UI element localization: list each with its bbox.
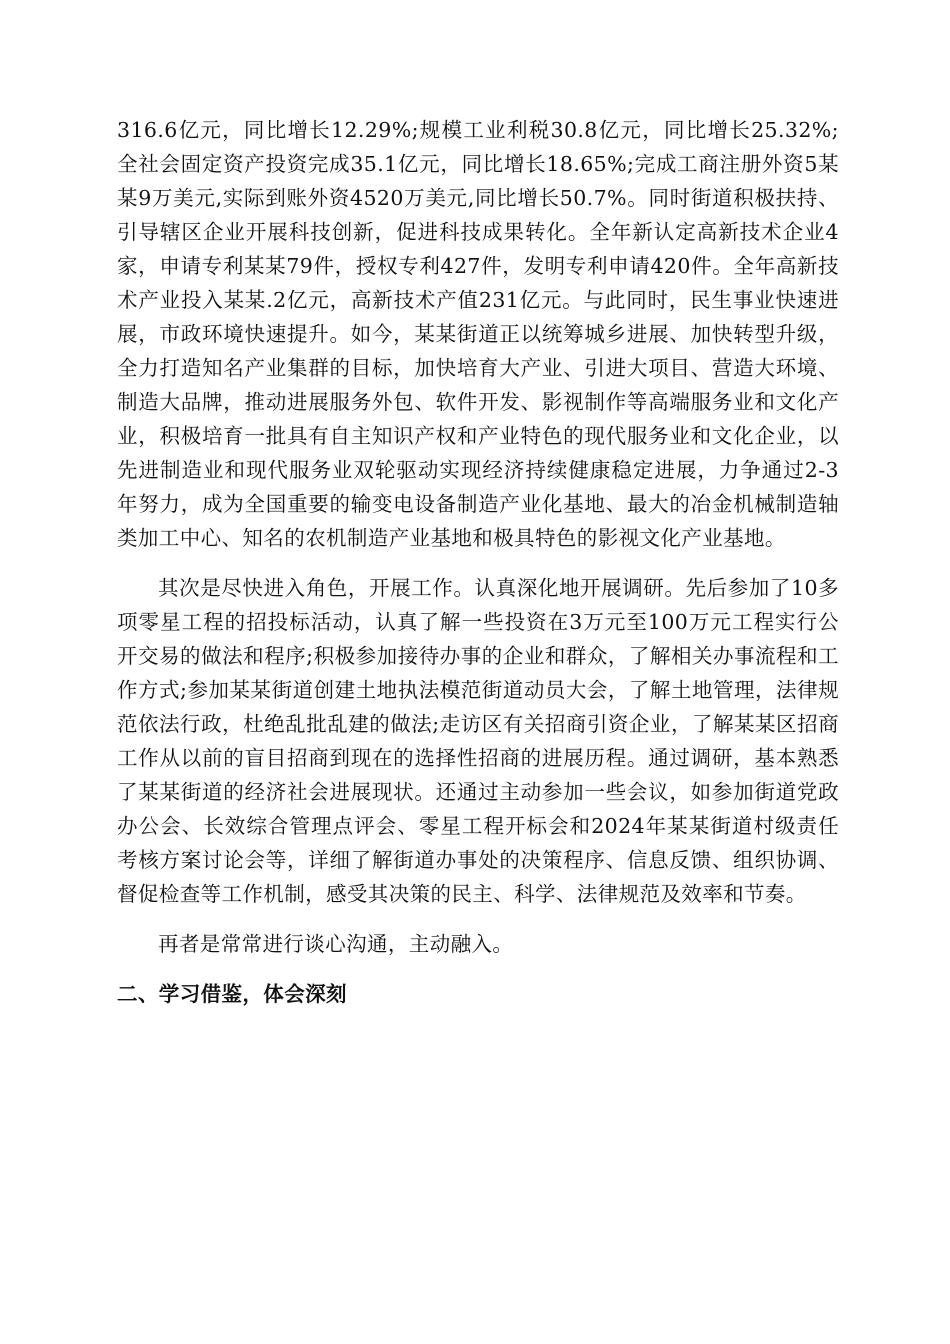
document-body bbox=[117, 113, 839, 1011]
paragraph-research-work: 其次是尽快进入角色，开展工作。认真深化地开展调研。先后参加了10多项零星工程的招投标活动，认真了解一些投资在3万元至100万元工程实行公开交易的做法和程序;积极参加接待办事的企业和群众，了解相关办事流程和工作方式;参加某某街道创建土地执法模范街道动员大会，了解土地管理，法律规范依法行政，杜绝乱批乱建的做法;走访区有关招商引资企业，了解某某区招商工作从以前的盲目招商到现在的选择性招商的进展历程。通过调研，基本熟悉了某某街道的经济社会进展现状。还通过主动参加一些会议，如参加街道党政办公会、长效综合管理点评会、零星工程开标会和2024年某某街道村级责任考核方案讨论会等，详细了解街道办事处的决策程序、信息反馈、组织协调、督促检查等工作机制，感受其决策的民主、科学、法律规范及效率和节奏。 bbox=[117, 576, 839, 906]
paragraph-communication: 再者是常常进行谈心沟通，主动融入。 bbox=[158, 932, 514, 956]
section-heading: 二、学习借鉴，体会深刻 bbox=[117, 982, 347, 1006]
paragraph-economic-summary: 316.6亿元，同比增长12.29%;规模工业利税30.8亿元，同比增长25.32%;全社会固定资产投资完成35.1亿元，同比增长18.65%;完成工商注册外资5某某9万美元,实际到账外资4520万美元,同比增长50.7%。同时街道积极扶持、引导辖区企业开展科技创新，促进科技成果转化。全年新认定高新技术企业4家，申请专利某某79件，授权专利427件，发明专利申请420件。全年高新技术产业投入某某.2亿元，高新技术产值231亿元。与此同时，民生事业快速进展，市政环境快速提升。如今，某某街道正以统筹城乡进展、加快转型升级，全力打造知名产业集群的目标，加快培育大产业、引进大项目、营造大环境、制造大品牌，推动进展服务外包、软件开发、影视制作等高端服务业和文化产业，积极培育一批具有自主知识产权和产业特色的现代服务业和文化企业，以先进制造业和现代服务业双轮驱动实现经济持续健康稳定进展，力争通过2-3年努力，成为全国重要的输变电设备制造产业化基地、最大的冶金机械制造轴类加工中心、知名的农机制造产业基地和极具特色的影视文化产业基地。 bbox=[117, 118, 839, 550]
